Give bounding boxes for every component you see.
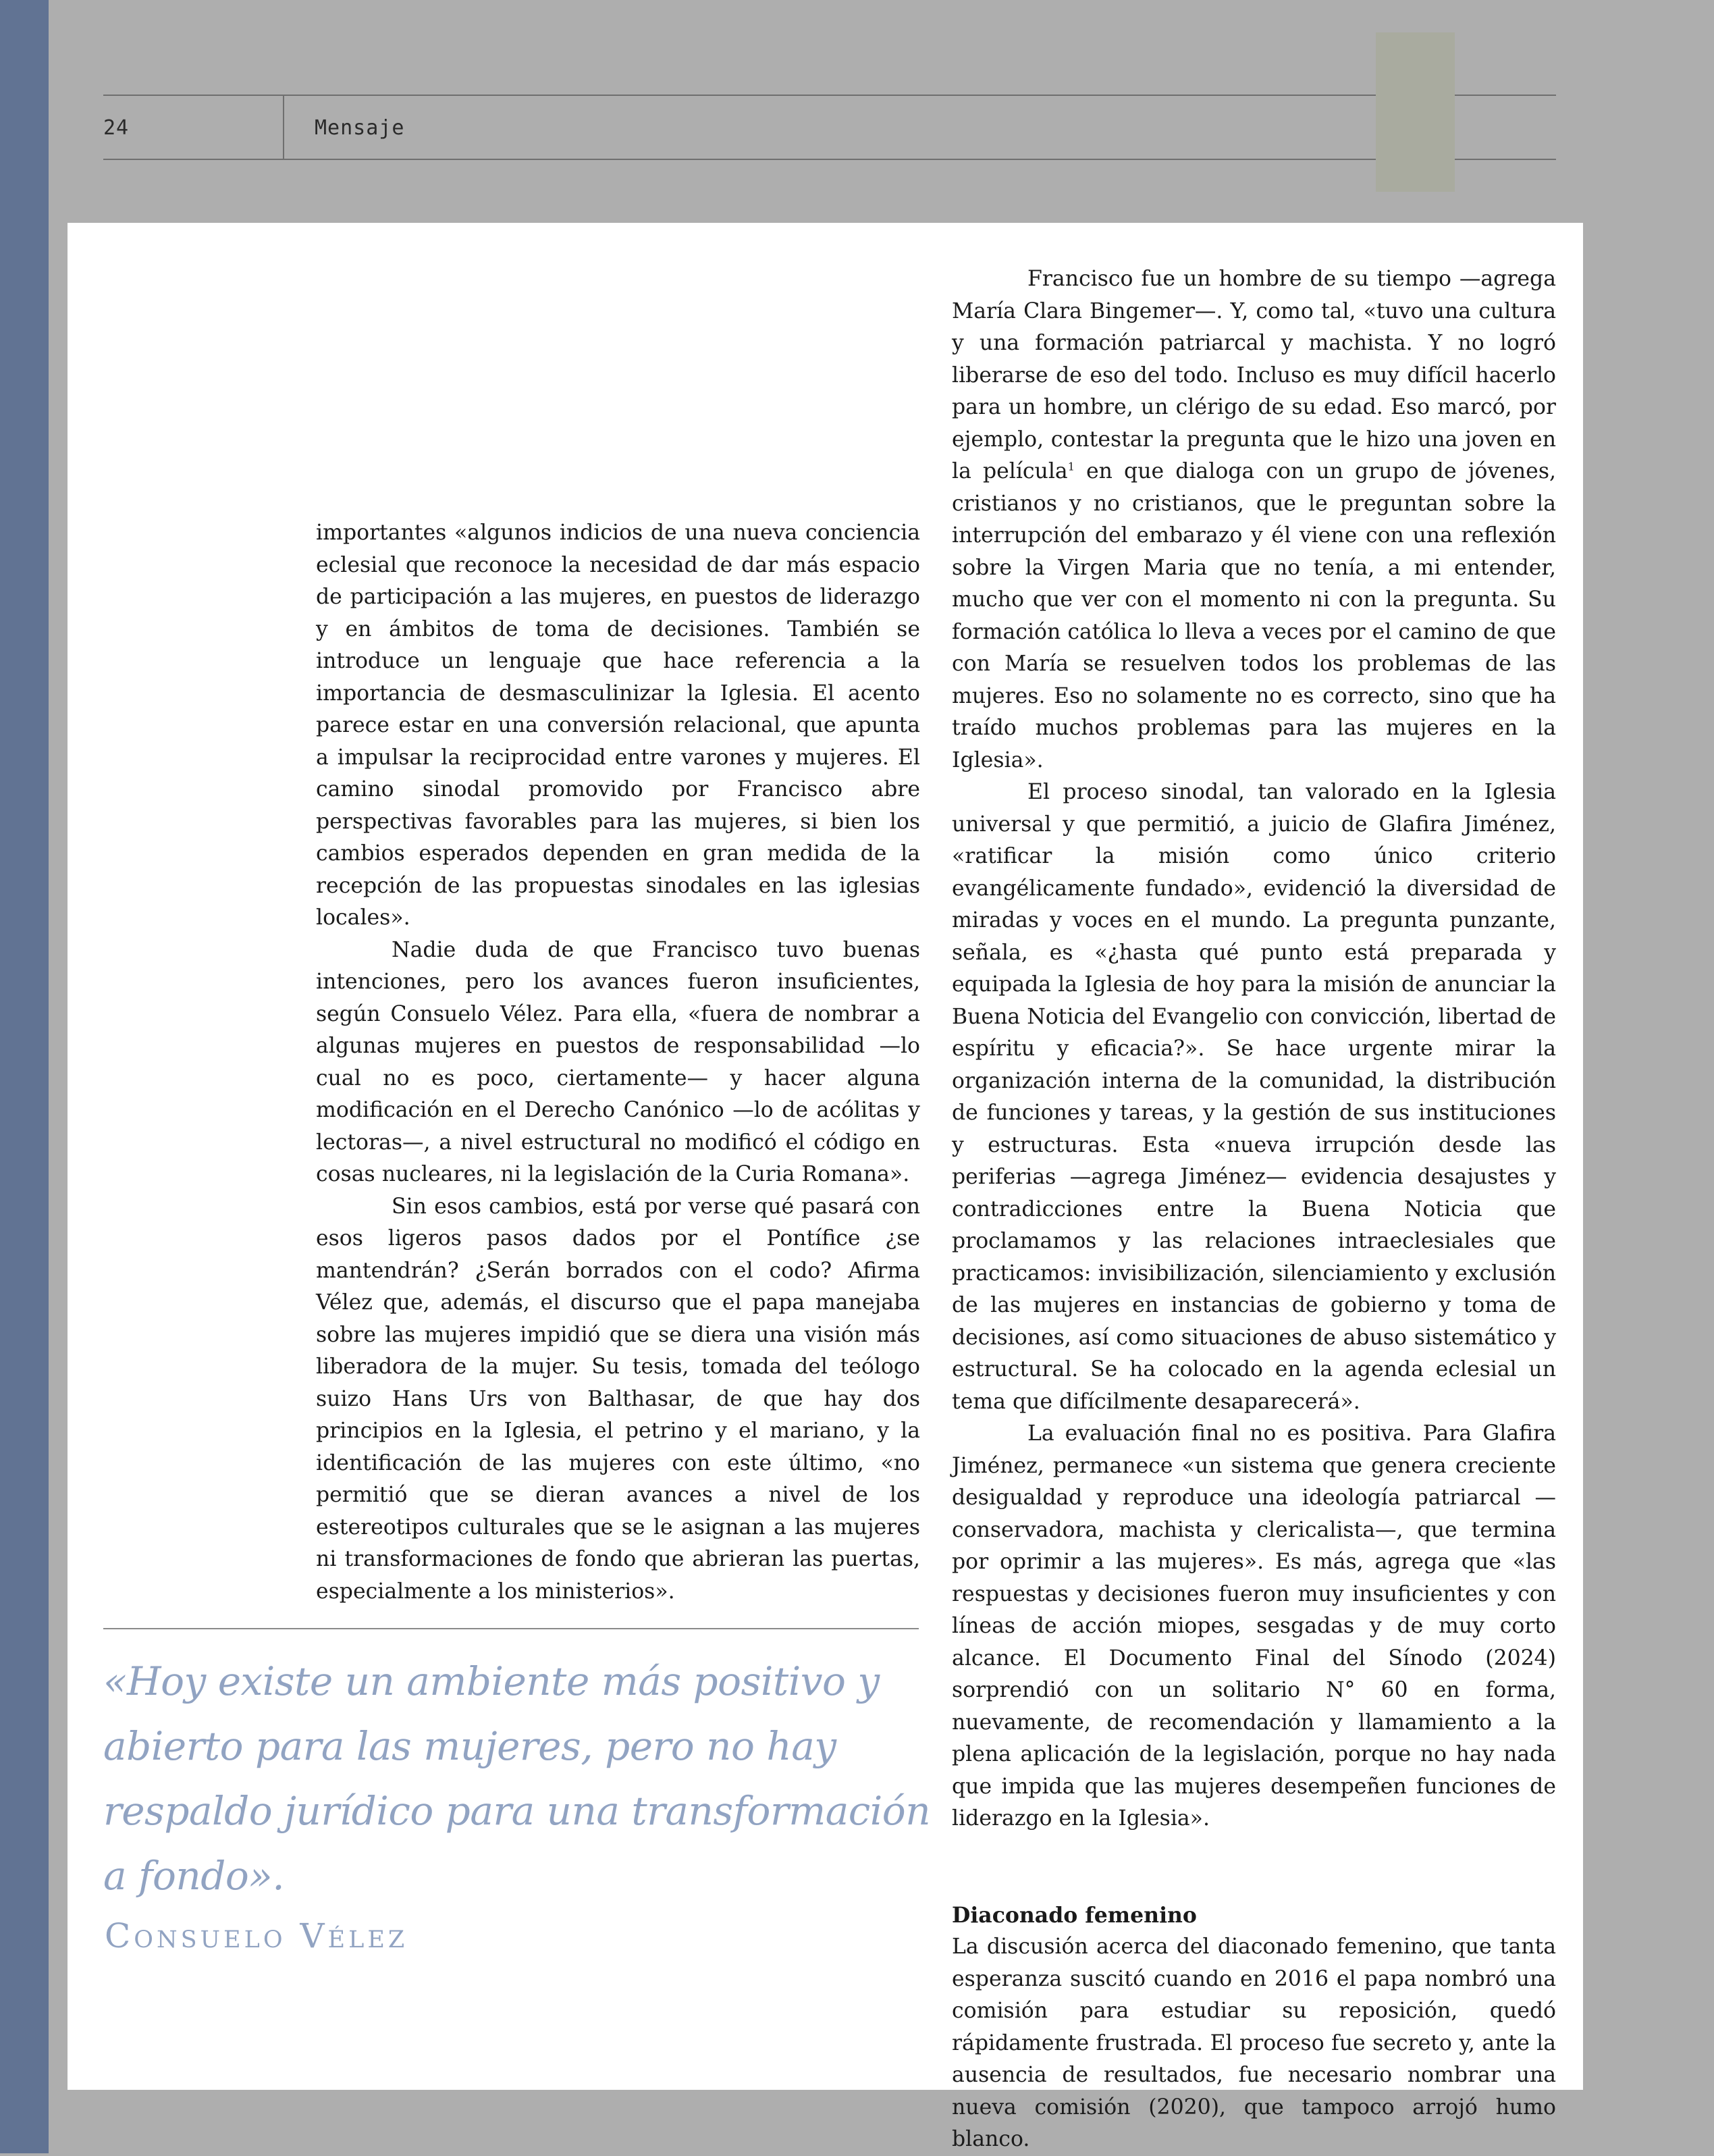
right-paragraph-1 (952, 263, 1556, 777)
right-paragraph-2: El proceso sinodal, tan valorado en la Iglesia universal y que permitió, a juicio de Glafira Jiménez, «ratificar la misión como único criterio evangélicamente fundado», evidenció la diversidad de miradas y voces en el mundo. La pregunta punzante, señala, es «¿hasta qué punto está preparada y equipada la Iglesia de hoy para la misión de anunciar la Buena Noticia del Evangelio con convicción, libertad de espíritu y eficacia?». Se hace urgente mirar la organización interna de la comunidad, la distribución de funciones y tareas, y la gestión de sus instituciones y estructuras. Esta «nueva irrupción desde las periferias —agrega Jiménez— evidencia desajustes y contradicciones entre la Buena Noticia que proclamamos y las relaciones intraeclesiales que practicamos: invisibilización, silenciamiento y exclusión de las mujeres en instancias de gobierno y toma de decisiones, así como situaciones de abuso sistemático y estructural. Se ha colocado en la agenda eclesial un tema que difícilmente desaparecerá». (952, 780, 1556, 1414)
header-top-rule (103, 95, 1556, 96)
right-paragraph-4: La discusión acerca del diaconado femenino, que tanta esperanza suscitó cuando en 2016 el papa nombró una comisión para estudiar su reposición, quedó rápidamente frustrada. El proceso fue secreto y, ante la ausencia de resultados, fue necesario nombrar una nueva comisión (2020), que tampoco arrojó humo blanco. (952, 1935, 1556, 2151)
right-paragraph-1-part-a: Francisco fue un hombre de su tiempo —agrega María Clara Bingemer—. Y, como tal, «tuvo una cultura y una formación patriarcal y machista. Y no logró liberarse de eso del todo. Incluso es muy difícil hacerlo para un hombre, un clérigo de su edad. Eso marcó, por ejemplo, contestar la pregunta que le hizo una joven en la película (952, 267, 1556, 483)
section-heading: Diaconado femenino (952, 1902, 1197, 1928)
section-name: Mensaje (315, 116, 405, 140)
section-tab-marker (1376, 32, 1455, 192)
header-bottom-rule (103, 159, 1556, 160)
footnote-ref: 1 (1067, 460, 1075, 473)
left-column (316, 517, 920, 1608)
pull-quote-rule (103, 1628, 919, 1629)
page-spine-bar (0, 0, 49, 2153)
left-paragraph-1: importantes «algunos indicios de una nueva conciencia eclesial que reconoce la necesidad de dar más espacio de participación a las mujeres, en puestos de liderazgo y en ámbitos de toma de decisiones. También se introduce un lenguaje que hace referencia a la importancia de desmasculinizar la Iglesia. El acento parece estar en una conversión relacional, que apunta a impulsar la reciprocidad entre varones y mujeres. El camino sinodal promovido por Francisco abre perspectivas favorables para las mujeres, si bien los cambios esperados dependen en gran medida de la recepción de las propuestas sinodales en las iglesias locales». (316, 521, 920, 930)
left-paragraph-3: Sin esos cambios, está por verse qué pasará con esos ligeros pasos dados por el Pontífice ¿se mantendrán? ¿Serán borrados con el codo? Afirma Vélez que, además, el discurso que el papa manejaba sobre las mujeres impidió que se diera una visión más liberadora de la mujer. Su tesis, tomada del teólogo suizo Hans Urs von Balthasar, de que hay dos principios en la Iglesia, el petrino y el mariano, y la identificación de las mujeres con este último, «no permitió que se dieran avances a nivel de los estereotipos culturales que se le asignan a las mujeres ni transformaciones de fondo que abrieran las puertas, especialmente a los ministerios». (316, 1194, 920, 1604)
pull-quote-author: Consuelo Vélez (105, 1916, 408, 1955)
header-divider (283, 95, 284, 160)
pull-quote-text: «Hoy existe un ambiente más positivo y abierto para las mujeres, pero no hay respaldo jurídico para una transformación a fondo». (103, 1658, 931, 1899)
page-number: 24 (103, 116, 130, 140)
section-spacer (952, 1835, 1556, 1899)
right-paragraph-3: La evaluación final no es positiva. Para Glafira Jiménez, permanece «un sistema que genera creciente desigualdad y reproduce una ideología patriarcal —conservadora, machista y clericalista—, que termina por oprimir a las mujeres». Es más, agrega que «las respuestas y decisiones fueron muy insuficientes y con líneas de acción miopes, sesgadas y de muy corto alcance. El Documento Final del Sínodo (2024) sorprendió con un solitario N° 60 en forma, nuevamente, de recomendación y llamamiento a la plena aplicación de la legislación, porque no hay nada que impida que las mujeres desempeñen funciones de liderazgo en la Iglesia». (952, 1421, 1556, 1831)
right-column (952, 263, 1556, 2156)
right-paragraph-1-part-b: en que dialoga con un grupo de jóvenes, cristianos y no cristianos, que le preguntan sobre la interrupción del embarazo y él viene con una reflexión sobre la Virgen Maria que no tenía, a mi entender, mucho que ver con el momento ni con la pregunta. Su formación católica lo lleva a veces por el camino de que con María se resuelven todos los problemas de las mujeres. Eso no solamente no es correcto, sino que ha traído muchos problemas para las mujeres en la Iglesia». (952, 459, 1557, 772)
left-paragraph-2: Nadie duda de que Francisco tuvo buenas intenciones, pero los avances fueron insuficientes, según Consuelo Vélez. Para ella, «fuera de nombrar a algunas mujeres en puestos de responsabilidad —lo cual no es poco, ciertamente— y hacer alguna modificación en el Derecho Canónico —lo de acólitas y lectoras—, a nivel estructural no modificó el código en cosas nucleares, ni la legislación de la Curia Romana». (316, 937, 920, 1186)
